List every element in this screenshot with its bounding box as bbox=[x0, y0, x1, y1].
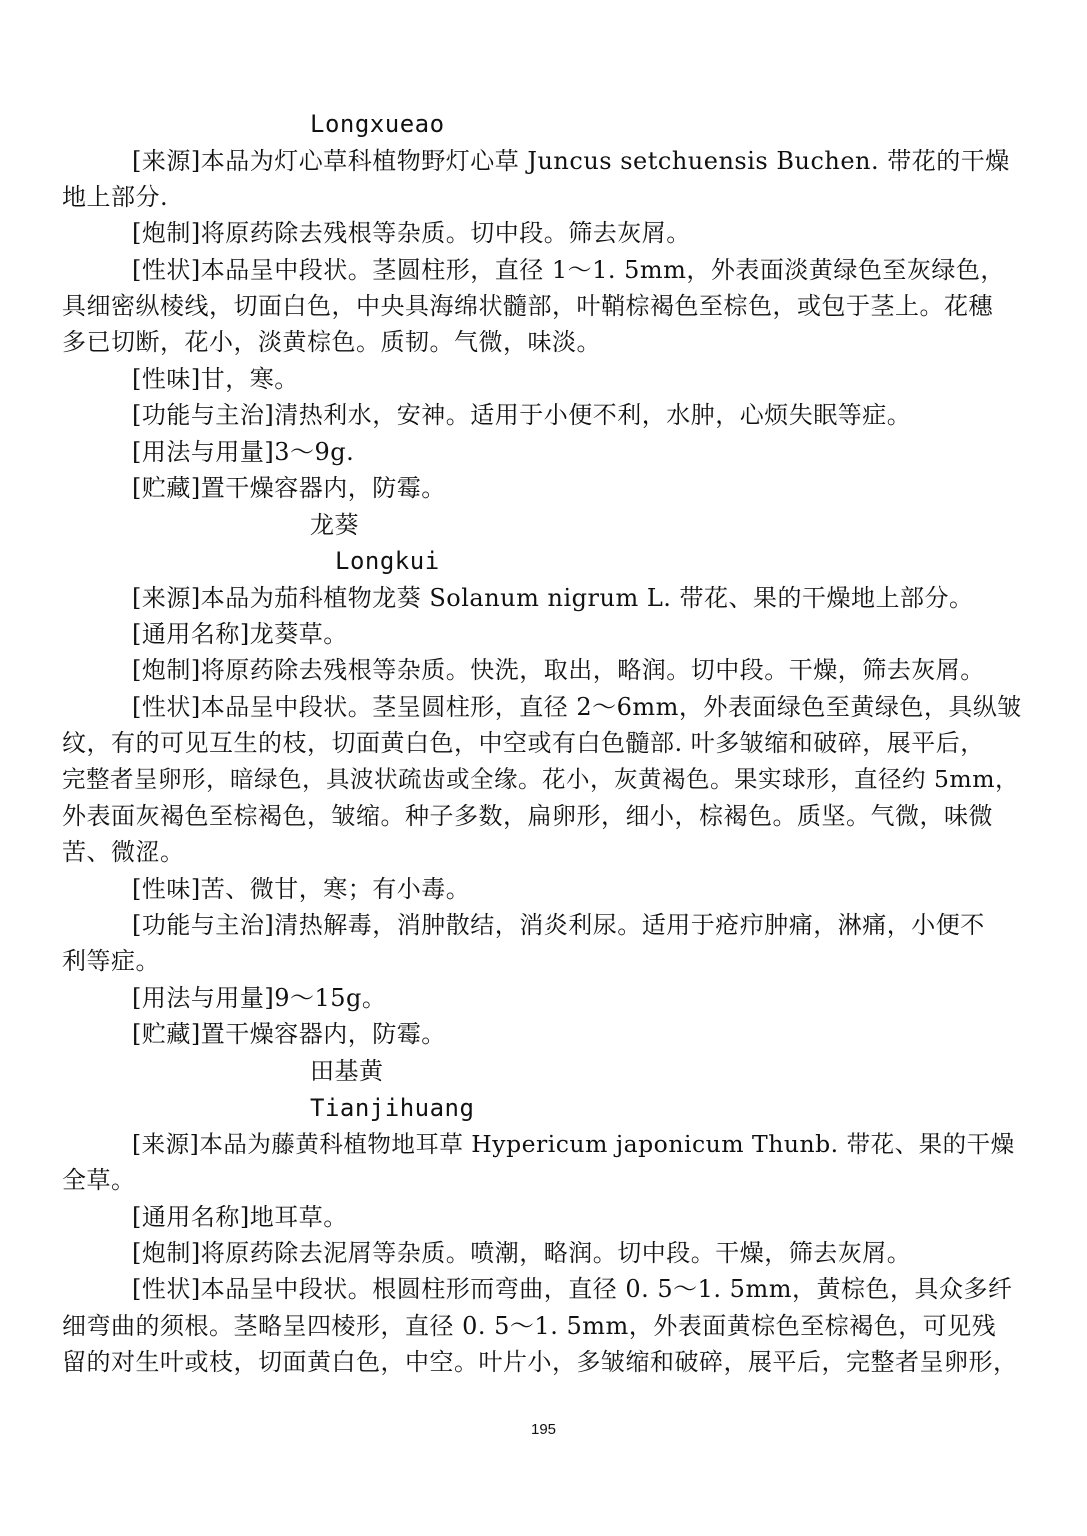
text-line: 细弯曲的须根。茎略呈四棱形，直径 0. 5～1. 5mm，外表面黄棕色至棕褐色，可见残 bbox=[62, 1312, 997, 1340]
pinyin-title-longkui: Longkui bbox=[335, 547, 440, 575]
text-line: [炮制]将原药除去残根等杂质。快洗，取出，略润。切中段。干燥，筛去灰屑。 bbox=[132, 656, 985, 684]
text-line: 外表面灰褐色至棕褐色，皱缩。种子多数，扁卵形，细小，棕褐色。质坚。气微，味微 bbox=[62, 802, 993, 830]
text-line: [炮制]将原药除去残根等杂质。切中段。筛去灰屑。 bbox=[132, 219, 691, 247]
text-line: 留的对生叶或枝，切面黄白色，中空。叶片小，多皱缩和破碎，展平后，完整者呈卵形， bbox=[62, 1348, 1018, 1376]
text-line: 地上部分. bbox=[62, 183, 169, 211]
text-line: [炮制]将原药除去泥屑等杂质。喷潮，略润。切中段。干燥，筛去灰屑。 bbox=[132, 1239, 912, 1267]
heading-tianjihuang: 田基黄 bbox=[310, 1057, 384, 1085]
text-line: [贮藏]置干燥容器内，防霉。 bbox=[132, 1020, 446, 1048]
text-line: [贮藏]置干燥容器内，防霉。 bbox=[132, 474, 446, 502]
text-line: 全草。 bbox=[62, 1166, 136, 1194]
page-number: 195 bbox=[530, 1421, 557, 1438]
text-line: 多已切断，花小，淡黄棕色。质韧。气微，味淡。 bbox=[62, 328, 601, 356]
text-line: [性状]本品呈中段状。根圆柱形而弯曲，直径 0. 5～1. 5mm，黄棕色，具众多纤 bbox=[132, 1275, 1013, 1303]
text-line: [性味]苦、微甘，寒；有小毒。 bbox=[132, 875, 471, 903]
text-line: [用法与用量]3～9g. bbox=[132, 438, 355, 466]
text-line: 具细密纵棱线，切面白色，中央具海绵状髓部，叶鞘棕褐色至棕色，或包于茎上。花穗 bbox=[62, 292, 993, 320]
text-line: [性味]甘，寒。 bbox=[132, 365, 299, 393]
text-line: [用法与用量]9～15g。 bbox=[132, 984, 387, 1012]
text-line: [来源]本品为茄科植物龙葵 Solanum nigrum L. 带花、果的干燥地上部分。 bbox=[132, 584, 974, 612]
text-line: 完整者呈卵形，暗绿色，具波状疏齿或全缘。花小，灰黄褐色。果实球形，直径约 5mm， bbox=[62, 765, 1019, 793]
text-line: 利等症。 bbox=[62, 947, 160, 975]
text-line: [来源]本品为藤黄科植物地耳草 Hypericum japonicum Thunb. 带花、果的干燥 bbox=[132, 1130, 1015, 1158]
text-line: [通用名称]龙葵草。 bbox=[132, 620, 348, 648]
text-line: [通用名称]地耳草。 bbox=[132, 1203, 348, 1231]
text-line: [功能与主治]清热解毒，消肿散结，消炎利尿。适用于疮疖肿痛，淋痛，小便不 bbox=[132, 911, 985, 939]
text-line: 苦、微涩。 bbox=[62, 838, 185, 866]
text-line: [来源]本品为灯心草科植物野灯心草 Juncus setchuensis Buchen. 带花的干燥 bbox=[132, 147, 1010, 175]
pinyin-title-tianjihuang: Tianjihuang bbox=[310, 1094, 475, 1122]
pinyin-title-longxueao: Longxueao bbox=[310, 110, 445, 138]
heading-longkui: 龙葵 bbox=[310, 511, 359, 539]
text-line: [性状]本品呈中段状。茎圆柱形，直径 1～1. 5mm，外表面淡黄绿色至灰绿色， bbox=[132, 256, 1005, 284]
text-line: [性状]本品呈中段状。茎呈圆柱形，直径 2～6mm，外表面绿色至黄绿色，具纵皱 bbox=[132, 693, 1022, 721]
text-line: 纹，有的可见互生的枝，切面黄白色，中空或有白色髓部. 叶多皱缩和破碎，展平后， bbox=[62, 729, 985, 757]
text-line: [功能与主治]清热利水，安神。适用于小便不利，水肿，心烦失眠等症。 bbox=[132, 401, 912, 429]
